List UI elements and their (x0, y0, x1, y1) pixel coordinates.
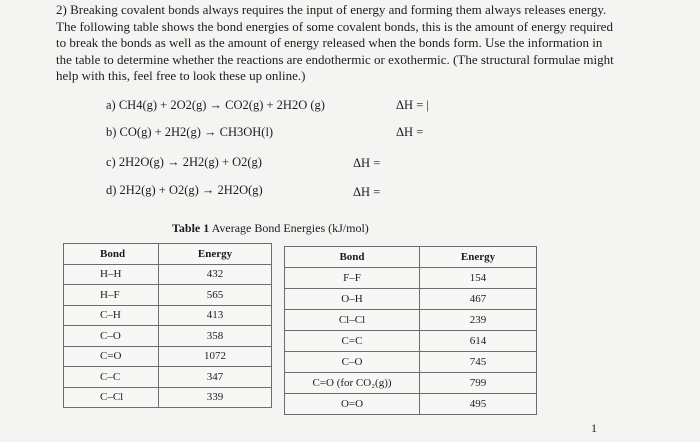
bond-header: Bond (64, 244, 159, 265)
reaction-a-delta-h[interactable]: ΔH = | (396, 98, 429, 112)
reaction-d-delta-h[interactable]: ΔH = (353, 185, 381, 199)
reaction-d: d) 2H2(g) + O2(g) → 2H2O(g) (106, 183, 263, 197)
energy-cell: 347 (159, 367, 272, 388)
bond-cell: C=O (64, 346, 159, 367)
energy-header: Energy (420, 247, 537, 268)
table-row (285, 268, 537, 289)
reaction-b-delta-h[interactable]: ΔH = (396, 125, 424, 139)
table-caption-title: Average Bond Energies (kJ/mol) (211, 221, 369, 235)
bond-cell: C–O (285, 352, 420, 373)
bond-header: Bond (285, 247, 420, 268)
energy-cell: 799 (420, 373, 537, 394)
reaction-c: c) 2H2O(g) → 2H2(g) + O2(g) (106, 155, 262, 169)
table-row (285, 331, 537, 352)
energy-cell: 495 (420, 394, 537, 415)
table-row (285, 352, 537, 373)
table-row (285, 289, 537, 310)
bond-energy-table-left (63, 243, 272, 408)
bond-cell: C=C (285, 331, 420, 352)
energy-cell: 432 (159, 264, 272, 285)
bond-cell: C=O (for CO₂(g)) (285, 373, 420, 394)
energy-cell: 1072 (159, 346, 272, 367)
energy-cell: 745 (420, 352, 537, 373)
energy-cell: 614 (420, 331, 537, 352)
bond-cell: O=O (285, 394, 420, 415)
bond-cell: C–H (64, 305, 159, 326)
table-row (285, 310, 537, 331)
bond-energy-table-right (284, 246, 537, 415)
table-header-row (285, 247, 537, 268)
energy-cell: 339 (159, 387, 272, 408)
table-header-row (64, 244, 272, 265)
reaction-a: a) CH4(g) + 2O2(g) → CO2(g) + 2H2O (g) (106, 98, 325, 112)
bond-cell: C–Cl (64, 387, 159, 408)
energy-cell: 239 (420, 310, 537, 331)
energy-cell: 467 (420, 289, 537, 310)
bond-cell: Cl–Cl (285, 310, 420, 331)
table-row (64, 285, 272, 306)
bond-cell: C–C (64, 367, 159, 388)
bond-cell: H–H (64, 264, 159, 285)
energy-cell: 413 (159, 305, 272, 326)
reaction-c-delta-h[interactable]: ΔH = (353, 156, 381, 170)
bond-cell: C–O (64, 326, 159, 347)
reaction-b: b) CO(g) + 2H2(g) → CH3OH(l) (106, 125, 274, 139)
energy-cell: 565 (159, 285, 272, 306)
table-row (64, 346, 272, 367)
table-row (64, 367, 272, 388)
energy-cell: 358 (159, 326, 272, 347)
table-caption-label: Table 1 (172, 221, 210, 235)
bond-cell: H–F (64, 285, 159, 306)
energy-cell: 154 (420, 268, 537, 289)
table-row (64, 305, 272, 326)
table-row (64, 326, 272, 347)
table-row (64, 387, 272, 408)
table-row (64, 264, 272, 285)
bond-cell: O–H (285, 289, 420, 310)
question-text: 2) Breaking covalent bonds always requires the input of energy and forming them always releases energy. The following table shows the bond energies of some covalent bonds, this is the amount of energy required to break the bonds as well as the amount of energy released when the bonds form. Use the information in the table to determine whether the reactions are endothermic or exothermic. (The structural formulae might help with this, feel free to look these up online.) (56, 2, 614, 83)
table-row (285, 373, 537, 394)
page-number: 1 (591, 421, 597, 435)
energy-header: Energy (159, 244, 272, 265)
table-caption (172, 221, 369, 236)
bond-cell: F–F (285, 268, 420, 289)
table-row (285, 394, 537, 415)
